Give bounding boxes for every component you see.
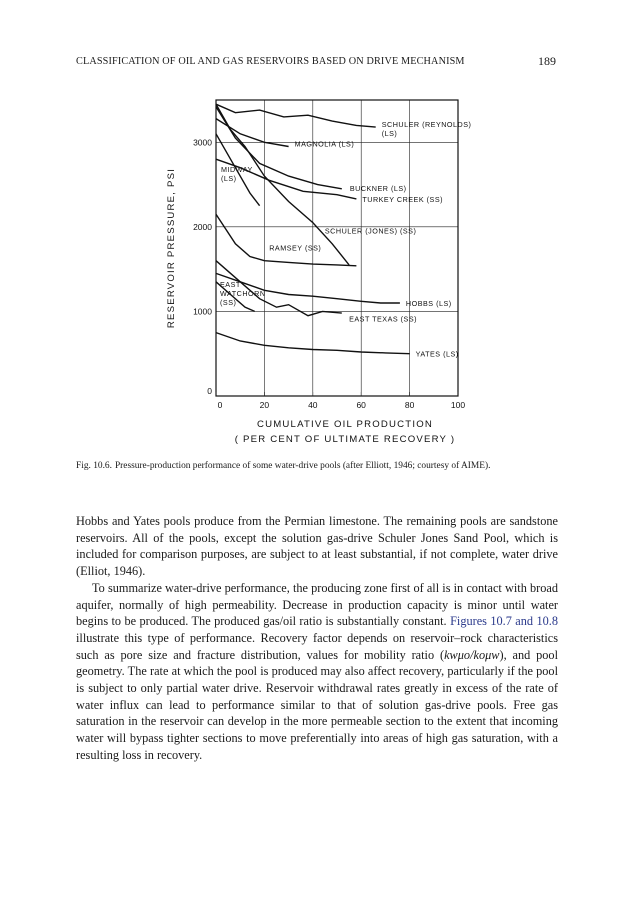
series-label-schuler-reynolds-1: (LS) bbox=[381, 129, 398, 139]
y-tick-label-0: 0 bbox=[207, 386, 212, 396]
series-label-schuler-jones-ss-0: SCHULER (JONES) (SS) bbox=[324, 226, 417, 236]
running-title: CLASSIFICATION OF OIL AND GAS RESERVOIRS BASED ON DRIVE MECHANISM bbox=[76, 56, 465, 67]
caption-label: Fig. 10.6. bbox=[76, 461, 112, 471]
paragraph-2-part-c: ), and pool geometry. The rate at which the pool is produced may also affect recovery, particularly if the pool is subject to only partial water drive. Reservoir withdrawal rates greatly in excess of the rate of water influx can lead to performance similar to that of solution gas-drive pools. Free gas saturation in the reservoir can develop in the more permeable section to the extent that incoming water will bypass tighter sections to move preferentially into areas of high gas saturation, with a resulting loss in recovery. bbox=[76, 647, 559, 762]
series-label-east-texas-ss-0: EAST TEXAS (SS) bbox=[349, 314, 418, 324]
series-label-hobbs-ls-0: HOBBS (LS) bbox=[405, 298, 452, 308]
series-label-magnolia-ls-0: MAGNOLIA (LS) bbox=[294, 139, 355, 149]
x-tick-label-20: 20 bbox=[259, 400, 270, 410]
series-label-schuler-reynolds-0: SCHULER (REYNOLDS) bbox=[381, 120, 472, 130]
page-number: 189 bbox=[538, 54, 556, 68]
series-label-turkey-creek-ss-0: TURKEY CREEK (SS) bbox=[362, 194, 444, 204]
running-header bbox=[76, 56, 556, 72]
series-line-schuler-reynolds bbox=[216, 104, 376, 127]
pressure-production-chart bbox=[140, 86, 510, 446]
paragraph-2 bbox=[76, 580, 558, 764]
paragraph-2-part-b: illustrate this type of performance. Recovery factor depends on reservoir–rock characteristics such as pore size and fracture distribution, values for mobility ratio ( bbox=[76, 630, 558, 662]
series-label-east-watchorn-ss-1: WATCHORN bbox=[220, 288, 266, 298]
y-tick-label-3000: 3000 bbox=[193, 137, 212, 148]
series-label-east-watchorn-ss-2: (SS) bbox=[220, 297, 237, 307]
figure-cross-reference[interactable]: Figures 10.7 and 10.8 bbox=[450, 614, 558, 629]
y-tick-label-2000: 2000 bbox=[193, 221, 212, 232]
y-tick-label-1000: 1000 bbox=[193, 306, 212, 317]
body-text bbox=[76, 513, 558, 764]
x-axis-subtitle: ( PER CENT OF ULTIMATE RECOVERY ) bbox=[234, 434, 456, 445]
figure-caption bbox=[76, 460, 558, 472]
series-label-yates-ls-0: YATES (LS) bbox=[415, 349, 459, 359]
x-tick-label-100: 100 bbox=[450, 400, 466, 410]
series-label-ramsey-ss-0: RAMSEY (SS) bbox=[269, 243, 322, 253]
mobility-ratio: kwμo/koμw bbox=[444, 647, 500, 662]
x-axis-title: CUMULATIVE OIL PRODUCTION bbox=[256, 419, 434, 430]
x-tick-label-80: 80 bbox=[404, 400, 415, 410]
series-label-midway-ls-1: (LS) bbox=[221, 173, 237, 183]
series-label-buckner-ls-0: BUCKNER (LS) bbox=[349, 183, 407, 193]
paragraph-2-part-a: To summarize water-drive performance, the producing zone first of all is in contact with broad aquifer, normally of high permeability. Decrease in production capacity is minor until water begins to be produced. The produced gas/oil ratio is substantially constant. bbox=[76, 580, 558, 629]
caption-text: Pressure-production performance of some water-drive pools (after Elliott, 1946; courtesy of AIME). bbox=[114, 461, 491, 471]
paragraph-1: Hobbs and Yates pools produce from the Permian limestone. The remaining pools are sandstone reservoirs. All of the pools, except the solution gas-drive Schuler Jones Sand Pool, which is included for comparison purposes, are subject to at least substantial, if not complete, water drive (Elliot, 1946). bbox=[76, 514, 558, 579]
series-label-midway-ls-0: MIDWAY bbox=[221, 164, 253, 174]
chart-svg bbox=[140, 86, 510, 446]
x-tick-label-0: 0 bbox=[217, 400, 223, 410]
series-line-ramsey-ss bbox=[216, 214, 356, 266]
x-tick-label-60: 60 bbox=[356, 400, 366, 410]
x-tick-label-40: 40 bbox=[308, 400, 318, 410]
y-axis-title: RESERVOIR PRESSURE, PSI bbox=[166, 167, 177, 329]
series-label-east-watchorn-ss-0: EAST bbox=[220, 279, 241, 289]
